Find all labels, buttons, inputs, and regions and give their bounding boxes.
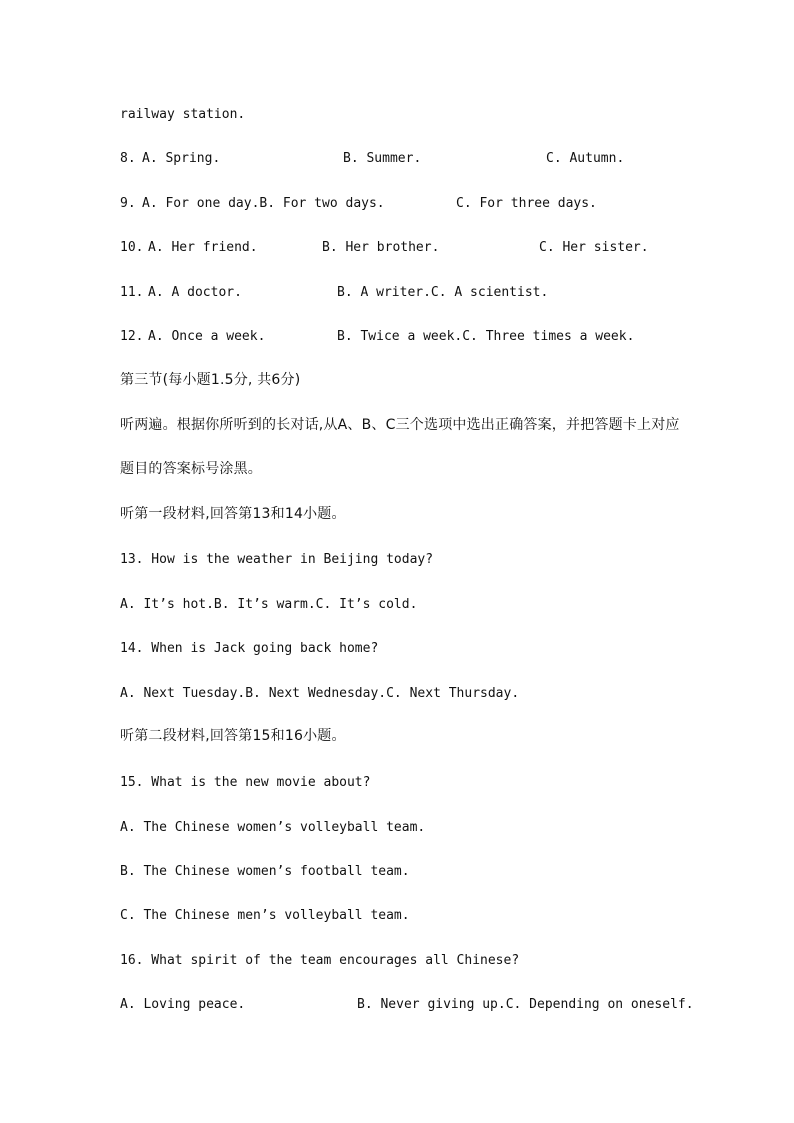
question-12-options-bc: B. Twice a week.C. Three times a week.	[337, 329, 635, 344]
text-line-railway-station: railway station.	[120, 107, 246, 122]
section-3-heading: 第三节(每小题1.5分, 共6分)	[120, 372, 301, 388]
question-9-options-ab: A. For one day.B. For two days.	[142, 196, 385, 211]
question-13: 13. How is the weather in Beijing today?	[120, 552, 434, 567]
question-10-option-b: B. Her brother.	[322, 240, 440, 255]
passage-1-heading: 听第一段材料,回答第13和14小题。	[120, 506, 346, 522]
question-12-number: 12.	[120, 329, 144, 344]
question-8-option-a: A. Spring.	[142, 151, 221, 166]
question-10-option-a: A. Her friend.	[148, 240, 258, 255]
question-13-options: A. It’s hot.B. It’s warm.C. It’s cold.	[120, 597, 418, 612]
question-11-option-a: A. A doctor.	[148, 285, 242, 300]
question-16: 16. What spirit of the team encourages all Chinese?	[120, 953, 520, 968]
question-9-option-c: C. For three days.	[456, 196, 597, 211]
question-15-option-a: A. The Chinese women’s volleyball team.	[120, 820, 426, 835]
question-14: 14. When is Jack going back home?	[120, 641, 379, 656]
question-16-option-a: A. Loving peace.	[120, 997, 246, 1012]
question-8-option-c: C. Autumn.	[546, 151, 625, 166]
question-16-options-bc: B. Never giving up.C. Depending on oneself.	[357, 997, 694, 1012]
question-14-options: A. Next Tuesday.B. Next Wednesday.C. Next Thursday.	[120, 686, 520, 701]
question-10-option-c: C. Her sister.	[539, 240, 649, 255]
question-10-number: 10.	[120, 240, 144, 255]
question-12-option-a: A. Once a week.	[148, 329, 266, 344]
passage-2-heading: 听第二段材料,回答第15和16小题。	[120, 728, 346, 744]
question-15-option-b: B. The Chinese women’s football team.	[120, 864, 410, 879]
question-15-option-c: C. The Chinese men’s volleyball team.	[120, 908, 410, 923]
instruction-line-2: 题目的答案标号涂黑。	[120, 461, 262, 477]
question-11-number: 11.	[120, 285, 144, 300]
question-15: 15. What is the new movie about?	[120, 775, 371, 790]
instruction-line-1: 听两遍。根据你所听到的长对话,从A、B、C三个选项中选出正确答案，并把答题卡上对应	[120, 417, 680, 433]
question-8-option-b: B. Summer.	[343, 151, 422, 166]
question-9-number: 9.	[120, 196, 136, 211]
question-8-number: 8.	[120, 151, 136, 166]
question-11-options-bc: B. A writer.C. A scientist.	[337, 285, 549, 300]
